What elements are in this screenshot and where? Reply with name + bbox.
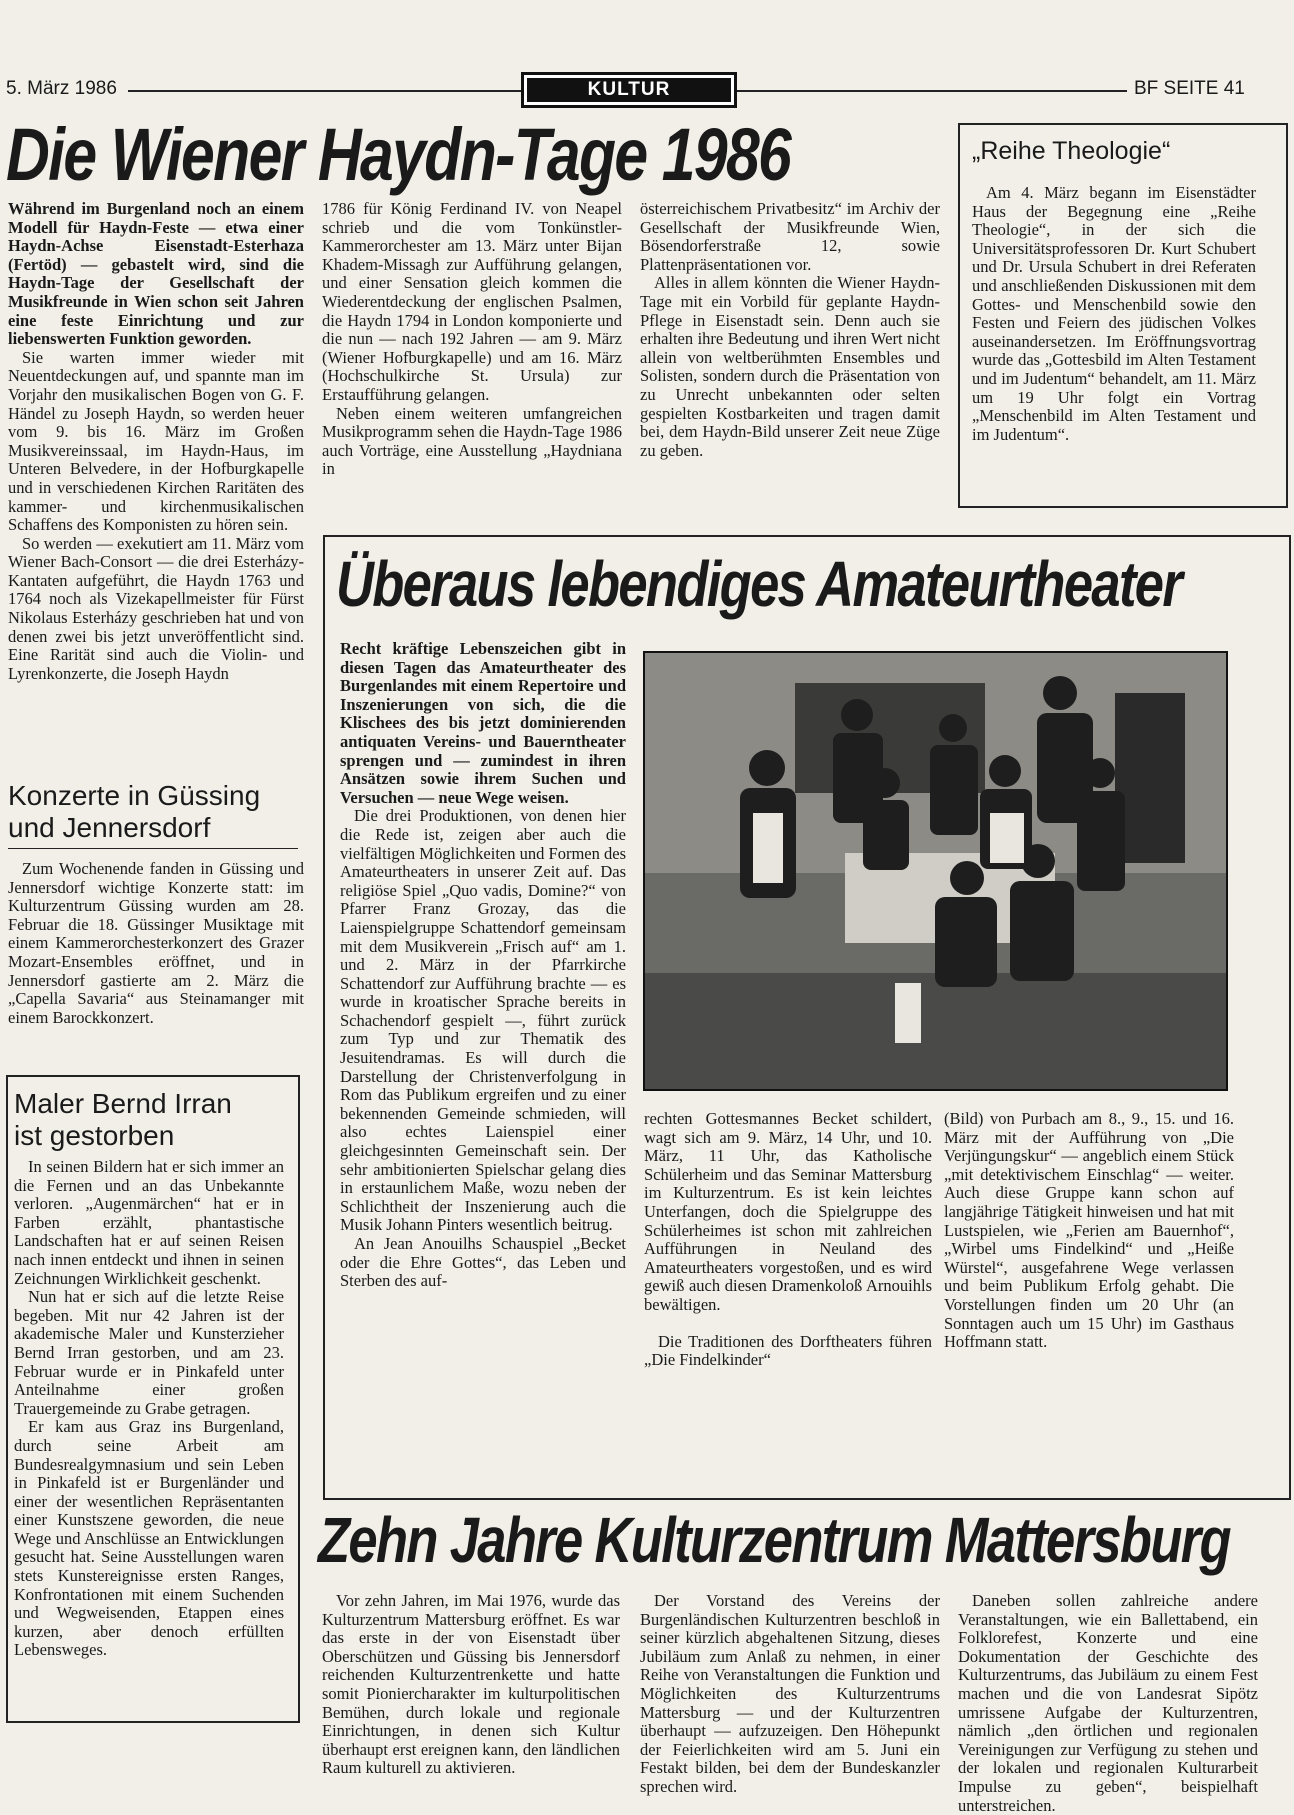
haydn-column-1 — [8, 200, 304, 786]
amateur-lead: Recht kräftige Lebenszeichen gibt in diesen Tagen das Amateurtheater des Burgenlandes mit einem Repertoire und Inszenierungen von sich, die die Klischees des bis jetzt dominierenden antiquaten Vereins- und Bauerntheater sprengen und — zumindest in ihren Ansätzen sowie ihrem Suchen und Versuchen — neue Wege weisen. — [340, 639, 626, 807]
guessing-text — [8, 860, 304, 1060]
amateur-paragraph: Die Traditionen des Dorftheaters führen „Die Findelkinder“ — [644, 1331, 932, 1370]
amateur-column-1 — [340, 640, 626, 1482]
haydn-paragraph: Sie warten immer wieder mit Neuentdeckungen auf, und spannte man im Vorjahr den musikalischen Bogen von G. F. Händel zu Joseph Haydn, so werden heuer vom 9. bis 16. März im Großen Musikvereinssaal, im Haydn-Haus, im Unteren Belvedere, in der Hofburgkapelle und in verschiedenen Kirchen Raritäten des kammer- und kirchenmusikalischen Schaffens des Komponisten zu hören sein. — [8, 347, 304, 535]
theologie-title: „Reihe Theologie“ — [972, 137, 1171, 165]
theater-group-photo — [643, 651, 1228, 1091]
mattersburg-column-1 — [322, 1592, 620, 1792]
amateur-paragraph: Die drei Produktionen, von denen hier die Rede ist, zeigen aber auch die vielfältigen Möglichkeiten und Formen des Amateurtheaters in unserer Zeit auf. Das religiöse Spiel „Quo vadis, Domine?“ von Pfarrer Franz Grozay, das die Laienspielgruppe Schattendorf gemeinsam mit dem Musikverein „Frisch auf“ am 1. und 2. März in der Pfarrkirche Schattendorf zur Aufführung brachte — es wurde in kroatischer Sprache bereits in Schachendorf gespielt —, führt zurück zum Typ und zur Thematik des Jesuitendramas. Es will durch die Darstellung der Christenverfolgung in Rom das Publikum ergreifen und zu einer bekennenden Gemeinde schmieden, will also echtes Laienspiel einer gleichgesinnten Gemeinschaft sein. Der sehr ambitionierten Spielschar gelang dies in erstaunlichem Maße, wozu neben der Schlichtheit der Inszenierung auch die Musik Johann Pinters wesentlich beitrug. — [340, 806, 626, 1235]
mattersburg-column-3 — [958, 1591, 1258, 1815]
haydn-paragraph: So werden — exekutiert am 11. März vom Wiener Bach-Consort — die drei Esterházy-Kantaten aufgeführt, die Haydn 1763 und 1764 noch als Vizekapellmeister für Fürst Nikolaus Esterházy geschrieben hat und von denen zwei bis jetzt unveröffentlicht sind. Eine Rarität sind auch die Violin- und Lyrenkonzerte, die Joseph Haydn — [8, 533, 304, 683]
amateur-paragraph: rechten Gottesmannes Becket schildert, wagt sich am 9. März, 14 Uhr, und 10. März, 11 Uhr, das Katholische Schülerheim und das Seminar Mattersburg im Kulturzentrum. Es ist kein leichtes Unterfangen, doch die Spielgruppe des Schülerheimes ist schon mit zahlreichen Aufführungen in Neuland des Amateurtheaters vorgestoßen, und es wird gewiß auch diesen Dramenkoloß Arnouihls bewältigen. — [644, 1109, 932, 1314]
haydn-column-2 — [322, 200, 622, 515]
haydn-paragraph: Alles in allem könnten die Wiener Haydn-Tage mit ein Vorbild für geplante Haydn-Pflege in Eisenstadt sein. Denn auch sie erhalten ihre Bedeutung und ihren Wert nicht allein von weltberühmten Ensembles und Solisten, sondern durch die Präsentation von zu Unrecht unbekannten oder selten gespielten Kostbarkeiten und tragen damit bei, dem Haydn-Bild unserer Zeit neue Züge zu geben. — [640, 273, 940, 460]
guessing-paragraph: Zum Wochenende fanden in Güssing und Jennersdorf wichtige Konzerte statt: im Kulturzentrum Güssing wurden am 28. Februar die 18. Güssinger Musiktage mit einem Kammerorchesterkonzert des Grazer Mozart-Ensembles eröffnet, und in Jennersdorf gastierte am 2. März die „Capella Savaria“ aus Steinamanger mit einem Barockkonzert. — [8, 859, 304, 1027]
mattersburg-paragraph: Der Vorstand des Vereins der Burgenländischen Kulturzentren beschloß in seiner kürzlich abgehaltenen Sitzung, dieses Jubiläum zum Anlaß zu nehmen, in einer Reihe von Veranstaltungen die Funktion und Möglichkeiten des Kulturzentrums Mattersburg — und der Kulturzentren überhaupt — aufzuzeigen. Den Höhepunkt der Feierlichkeiten wird am 5. Juni ein Festakt bilden, bei dem der Bundeskanzler sprechen wird. — [640, 1591, 940, 1796]
headline-amateur: Überaus lebendiges Amateurtheater — [336, 548, 1182, 620]
header-rule-right — [737, 90, 1127, 92]
theologie-paragraph: Am 4. März begann im Eisenstädter Haus der Begegnung eine „Reihe Theologie“, in der sich die Universitätsprofessoren Dr. Kurt Schubert und Dr. Ursula Schubert in drei Referaten und anschließenden Diskussionen mit dem Gottes- und Menschenbild sowie den Festen und Feiern des jüdischen Volkes auseinandersetzen. Im Eröffnungsvortrag wurde das „Gottesbild im Alten Testament und im Judentum“ behandelt, am 11. März um 19 Uhr folgt ein Vortrag „Menschenbild im Alten Testament und im Judentum“. — [972, 183, 1256, 444]
amateur-column-3 — [944, 1110, 1234, 1490]
headline-mattersburg: Zehn Jahre Kulturzentrum Mattersburg — [318, 1504, 1230, 1576]
irran-text — [14, 1158, 284, 1718]
irran-paragraph: In seinen Bildern hat er sich immer an die Fernen und an das Unbekannte verloren. „Augenmärchen“ hat er in Farben erzählt, phantastische Landschaften hat er auf seinen Reisen nach innen entdeckt und ihnen in seinen Zeichnungen Wirklichkeit geschenkt. — [14, 1157, 284, 1288]
issue-date: 5. März 1986 — [6, 78, 117, 99]
section-label: KULTUR — [521, 72, 737, 108]
haydn-paragraph: österreichischem Privatbesitz“ im Archiv der Gesellschaft der Musikfreunde Wien, Bösendorferstraße 12, sowie Plattenpräsentationen vor. — [640, 199, 940, 274]
haydn-lead: Während im Burgenland noch an einem Modell für Haydn-Feste — etwa einer Haydn-Achse Eisenstadt-Esterhaza (Fertöd) — gebastelt wird, sind die Haydn-Tage der Gesellschaft der Musikfreunde in Wien schon seit Jahren eine feste Einrichtung und zur liebenswerten Funktion geworden. — [8, 199, 304, 349]
header-rule-left — [128, 90, 521, 92]
irran-title: Maler Bernd Irran ist gestorben — [14, 1088, 232, 1151]
haydn-column-3 — [640, 200, 940, 515]
page-number: BF SEITE 41 — [1134, 78, 1245, 99]
haydn-paragraph: 1786 für König Ferdinand IV. von Neapel schrieb und die vom Tonkünstler-Kammerorchester am 13. März unter Bijan Khadem-Missagh zur Aufführung gelangen, und einer Sensation gleich kommen die Wiederentdeckung der englischen Psalmen, die Haydn 1794 in London komponierte und die nun — nach 192 Jahren — am 9. März (Wiener Hofburgkapelle) und am 16. März (Hochschulkirche St. Ursula) zur Erstaufführung gelangen. — [322, 199, 622, 404]
guessing-title: Konzerte in Güssing und Jennersdorf — [8, 780, 261, 843]
photo-illustration — [645, 653, 1226, 1089]
mattersburg-column-2 — [640, 1591, 940, 1796]
amateur-paragraph: An Jean Anouilhs Schauspiel „Becket oder die Ehre Gottes“, das Leben und Sterben des auf- — [340, 1234, 626, 1291]
headline-haydn: Die Wiener Haydn-Tage 1986 — [6, 113, 791, 196]
amateur-column-2 — [644, 1110, 932, 1490]
irran-paragraph: Nun hat er sich auf die letzte Reise begeben. Mit nur 42 Jahren ist der akademische Maler und Kunsterzieher Bernd Irran gestorben, und am 23. Februar wurde er in Pinkafeld unter Anteilnahme einer großen Trauergemeinde zu Grabe getragen. — [14, 1287, 284, 1418]
theologie-text — [972, 184, 1256, 500]
haydn-paragraph: Neben einem weiteren umfangreichen Musikprogramm sehen die Haydn-Tage 1986 auch Vorträge, eine Ausstellung „Haydniana in — [322, 403, 622, 479]
irran-paragraph: Er kam aus Graz ins Burgenland, durch seine Arbeit am Bundesrealgymnasium und sein Leben in Pinkafeld ist er Burgenländer und einer der wesentlichen Repräsentanten einer Kunstszene geworden, die neue Wege und Anschlüsse an Entwicklungen gesucht hat. Seine Ausstellungen waren stets Kunstereignisse ersten Ranges, Konfrontationen mit einem Suchenden und Wegweisenden, Etappen eines kurzen, aber denoch erfüllten Lebensweges. — [14, 1417, 284, 1660]
mattersburg-paragraph: Vor zehn Jahren, im Mai 1976, wurde das Kulturzentrum Mattersburg eröffnet. Es war das erste in der von Eisenstadt über Oberschützen und Güssing bis Jennersdorf reichenden Kulturzentrenkette und hatte somit Pioniercharakter im kulturpolitischen Bemühen, durch lokale und regionale Einrichtungen, in denen sich Kultur überhaupt erst ereignen kann, den ländlichen Raum kulturell zu aktivieren. — [322, 1591, 620, 1778]
mattersburg-paragraph: Daneben sollen zahlreiche andere Veranstaltungen, wie ein Ballettabend, ein Folklorefest, Konzerte und eine Dokumentation der Geschichte des Kulturzentrums, das Jubiläum zu einem Fest machen und die von Landesrat Sipötz umrissene Aufgabe der Kulturzentren, nämlich „den örtlichen und regionalen Vereinigungen zur Verfügung zu stehen und der lokalen und regionalen Kulturarbeit Impulse zu geben“, beispielhaft unterstreichen. — [958, 1591, 1258, 1815]
guessing-divider — [8, 848, 298, 849]
amateur-paragraph: (Bild) von Purbach am 8., 9., 15. und 16. März mit der Aufführung von „Die Verjüngungskur“ — angeblich einem Stück „mit detektivischem Einschlag“ — weiter. Auch diese Gruppe kann schon auf langjährige Tätigkeit hinweisen und hat mit Lustspielen, wie „Ferien am Bauernhof“, „Wirbel ums Findelkind“ und „Heiße Würstel“, ausgefahrene Wege verlassen und beim Publikum Erfolg gehabt. Die Vorstellungen finden um 20 Uhr (an Sonntagen auch um 15 Uhr) im Gasthaus Hoffmann statt. — [944, 1109, 1234, 1352]
